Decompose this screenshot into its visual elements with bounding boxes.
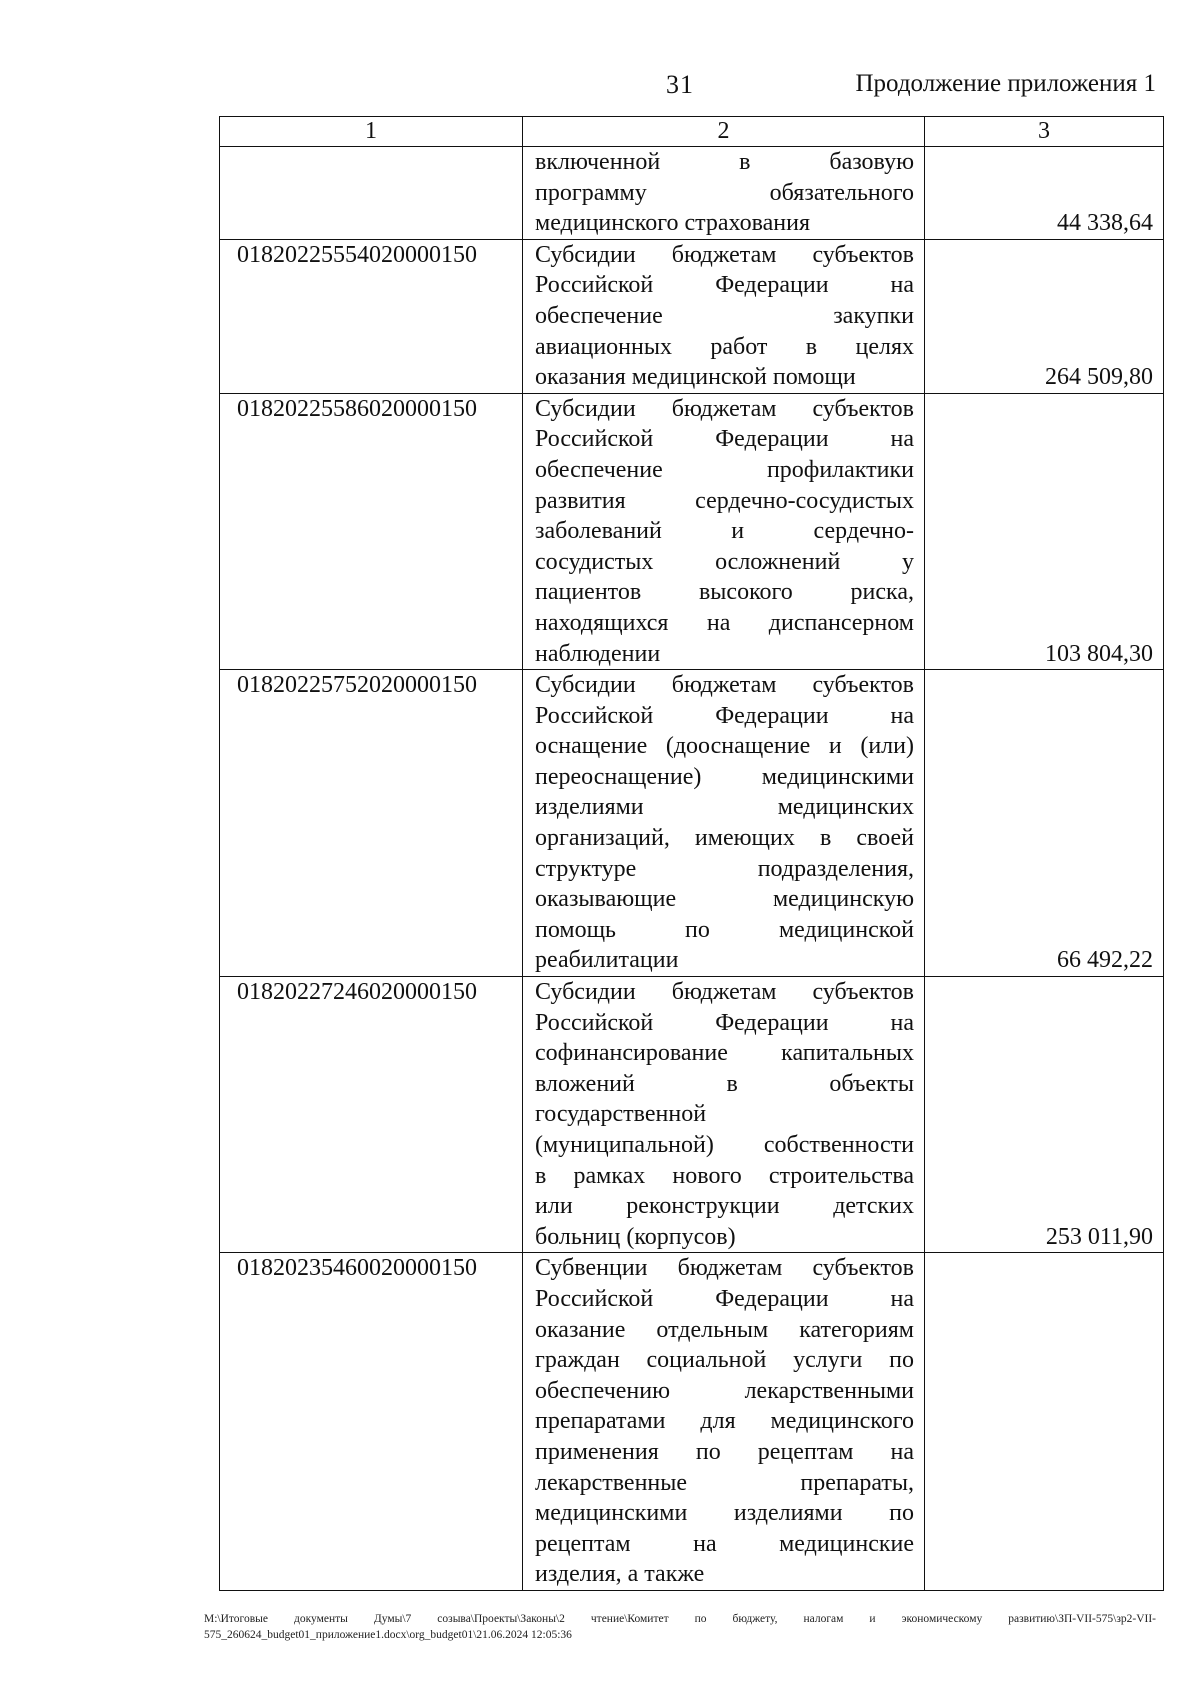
description-line: препаратами для медицинского bbox=[535, 1408, 914, 1435]
description-line: оказывающие медицинскую bbox=[535, 886, 914, 913]
document-file-path: М:\Итоговые документы Думы\7 созыва\Проекты\Законы\2 чтение\Комитет по бюджету, налогам и экономическому развитию\ЗП-VII-575\зр2-VII-575_260624_budget01_приложение1.docx\org_budget01\21.06.2024 12:05:36 bbox=[204, 1613, 1156, 1641]
amount-cell: 253 011,90 bbox=[925, 977, 1164, 1253]
description-line: государственной bbox=[535, 1101, 707, 1128]
description-line: Российской Федерации на bbox=[535, 426, 914, 453]
amount-cell: 44 338,64 bbox=[925, 147, 1164, 240]
description-line: находящихся на диспансерном bbox=[535, 609, 914, 636]
description-line: Российской Федерации на bbox=[535, 1009, 914, 1036]
description-line: больниц (корпусов) bbox=[535, 1223, 736, 1250]
description-line: авиационных работ в целях bbox=[535, 333, 914, 360]
amount-cell: 103 804,30 bbox=[925, 393, 1164, 669]
description-cell bbox=[523, 239, 925, 393]
description-line: реабилитации bbox=[535, 947, 679, 974]
budget-code-cell: 01820225586020000150 bbox=[220, 393, 523, 669]
description-line: включенной в базовую bbox=[535, 149, 914, 175]
description-line: Российской Федерации на bbox=[535, 1285, 914, 1312]
description-line: Субсидии бюджетам субъектов bbox=[535, 395, 914, 422]
description-cell bbox=[523, 147, 925, 240]
description-line: в рамках нового строительства bbox=[535, 1162, 914, 1189]
budget-code-cell: 01820235460020000150 bbox=[220, 1253, 523, 1591]
description-cell bbox=[523, 393, 925, 669]
description-line: оказания медицинской помощи bbox=[535, 364, 856, 391]
description-line: обеспечению лекарственными bbox=[535, 1377, 914, 1404]
description-line: обеспечение профилактики bbox=[535, 456, 914, 483]
description-line: вложений в объекты bbox=[535, 1070, 914, 1097]
description-line: медицинского страхования bbox=[535, 210, 811, 237]
description-cell bbox=[523, 977, 925, 1253]
description-line: структуре подразделения, bbox=[535, 855, 914, 882]
description-line: сосудистых осложнений у bbox=[535, 548, 914, 575]
description-line: оказание отдельным категориям bbox=[535, 1316, 914, 1343]
amount-cell: 264 509,80 bbox=[925, 239, 1164, 393]
column-header: 1 bbox=[220, 117, 523, 147]
description-line: Российской Федерации на bbox=[535, 702, 914, 729]
page-number: 31 bbox=[666, 70, 694, 99]
description-line: или реконструкции детских bbox=[535, 1193, 914, 1220]
budget-code-cell: 01820225554020000150 bbox=[220, 239, 523, 393]
description-line: рецептам на медицинские bbox=[535, 1530, 914, 1557]
budget-code-cell bbox=[220, 147, 523, 240]
description-line: программу обязательного bbox=[535, 179, 914, 206]
description-line: оснащение (дооснащение и (или) bbox=[535, 733, 914, 760]
description-line: организаций, имеющих в своей bbox=[535, 825, 914, 852]
description-line: Субсидии бюджетам субъектов bbox=[535, 241, 914, 268]
table-row bbox=[220, 239, 1164, 393]
budget-code-cell: 01820225752020000150 bbox=[220, 670, 523, 977]
table-row bbox=[220, 393, 1164, 669]
description-line: (муниципальной) собственности bbox=[535, 1132, 914, 1158]
column-header: 3 bbox=[925, 117, 1164, 147]
table-header-row bbox=[220, 117, 1164, 147]
amount-cell bbox=[925, 1253, 1164, 1591]
description-line: лекарственные препараты, bbox=[535, 1469, 914, 1496]
description-line: изделиями медицинских bbox=[535, 794, 914, 821]
description-line: изделия, а также bbox=[535, 1561, 705, 1588]
description-line: Субсидии бюджетам субъектов bbox=[535, 979, 914, 1006]
table-row bbox=[220, 147, 1164, 240]
description-line: обеспечение закупки bbox=[535, 302, 914, 329]
table-row bbox=[220, 1253, 1164, 1591]
description-line: наблюдении bbox=[535, 640, 661, 667]
table-row bbox=[220, 977, 1164, 1253]
description-line: развития сердечно-сосудистых bbox=[535, 487, 914, 514]
description-line: медицинскими изделиями по bbox=[535, 1500, 914, 1527]
description-line: софинансирование капитальных bbox=[535, 1040, 914, 1067]
description-line: пациентов высокого риска, bbox=[535, 579, 914, 606]
description-line: заболеваний и сердечно- bbox=[535, 518, 914, 545]
description-line: помощь по медицинской bbox=[535, 916, 914, 943]
description-cell bbox=[523, 1253, 925, 1591]
budget-code-cell: 01820227246020000150 bbox=[220, 977, 523, 1253]
description-line: Субсидии бюджетам субъектов bbox=[535, 672, 914, 699]
appendix-continuation-label: Продолжение приложения 1 bbox=[855, 70, 1156, 97]
budget-table bbox=[219, 116, 1164, 1591]
description-line: Субвенции бюджетам субъектов bbox=[535, 1255, 914, 1282]
description-line: Российской Федерации на bbox=[535, 272, 914, 299]
column-header: 2 bbox=[523, 117, 925, 147]
description-line: применения по рецептам на bbox=[535, 1438, 914, 1465]
description-cell bbox=[523, 670, 925, 977]
amount-cell: 66 492,22 bbox=[925, 670, 1164, 977]
description-line: граждан социальной услуги по bbox=[535, 1347, 914, 1374]
table-row bbox=[220, 670, 1164, 977]
description-line: переоснащение) медицинскими bbox=[535, 763, 914, 790]
